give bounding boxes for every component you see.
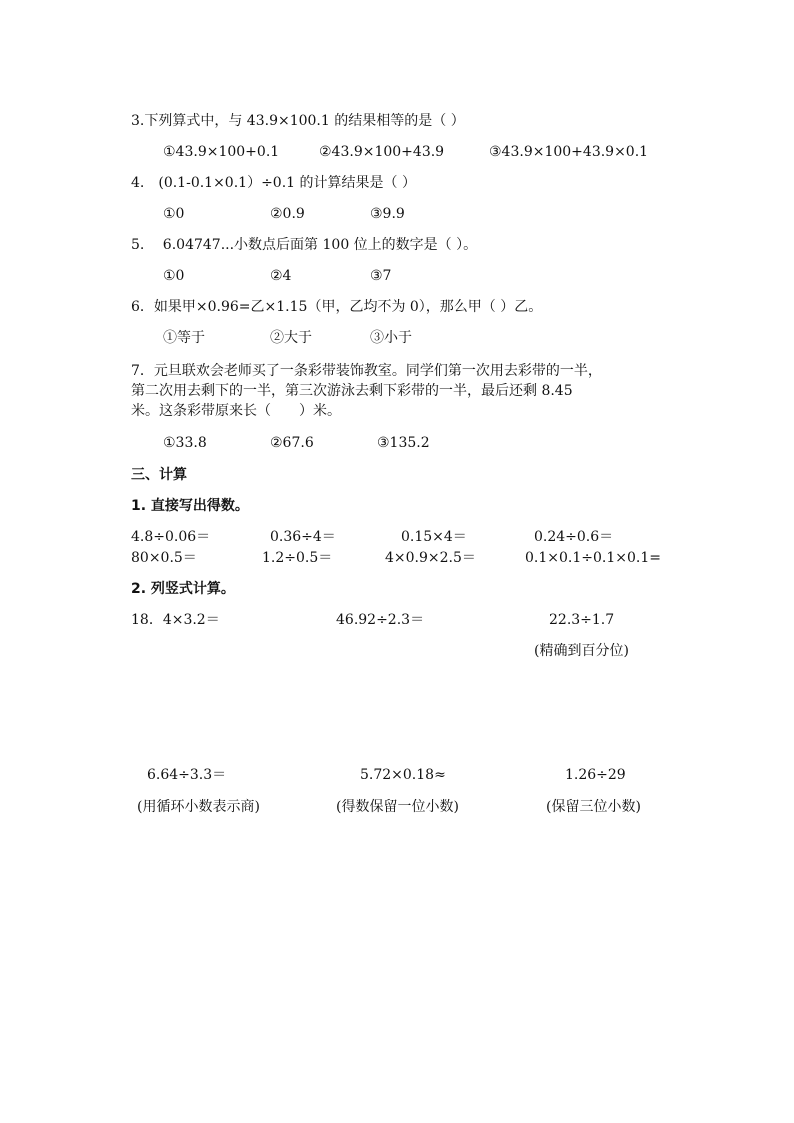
vertical-calc-1: 18．4×3.2＝ [131,612,220,628]
question-5-option-3: ③7 [370,268,392,284]
question-4-option-2: ②0.9 [270,206,305,222]
section-3-title: 三、计算 [131,467,187,483]
part-2-title: 2. 列竖式计算。 [131,581,235,597]
question-7-option-3: ③135.2 [377,435,430,451]
question-7-stem-line-3: 米。这条彩带原来长（ ）米。 [131,403,341,419]
question-6-option-1: ①等于 [163,330,205,346]
vertical-calc-3-note: (精确到百分位) [534,643,629,659]
question-7-stem-line-2: 第二次用去剩下的一半，第三次游泳去剩下彩带的一半，最后还剩 8.45 [131,383,573,399]
question-7-option-1: ①33.8 [163,435,207,451]
vertical-calc-2: 46.92÷2.3＝ [336,612,425,628]
mental-calc-3: 0.15×4＝ [401,529,467,545]
vertical-calc-4-note: (用循环小数表示商) [137,799,260,815]
part-1-title: 1. 直接写出得数。 [131,498,249,514]
question-7-stem-line-1: 7．元旦联欢会老师买了一条彩带装饰教室。同学们第一次用去彩带的一半， [131,363,602,379]
question-4-stem: 4. (0.1-0.1×0.1）÷0.1 的计算结果是（ ） [131,175,416,191]
question-5-option-2: ②4 [270,268,292,284]
question-3-option-2: ②43.9×100+43.9 [319,144,445,160]
vertical-calc-5-note: (得数保留一位小数) [336,799,459,815]
mental-calc-8: 0.1×0.1÷0.1×0.1= [525,550,661,566]
question-3-stem: 3.下列算式中，与 43.9×100.1 的结果相等的是（ ） [131,113,465,129]
vertical-calc-6-note: (保留三位小数) [546,799,641,815]
mental-calc-1: 4.8÷0.06＝ [131,529,211,545]
mental-calc-6: 1.2÷0.5＝ [262,550,333,566]
question-4-option-1: ①0 [163,206,185,222]
vertical-calc-3: 22.3÷1.7 [549,612,615,628]
mental-calc-4: 0.24÷0.6＝ [534,529,614,545]
mental-calc-2: 0.36÷4＝ [270,529,336,545]
question-5-option-1: ①0 [163,268,185,284]
question-4-option-3: ③9.9 [370,206,405,222]
question-3-option-1: ①43.9×100+0.1 [163,144,280,160]
question-6-option-3: ③小于 [370,330,412,346]
mental-calc-5: 80×0.5＝ [131,550,197,566]
question-6-option-2: ②大于 [270,330,312,346]
vertical-calc-4: 6.64÷3.3＝ [147,767,227,783]
vertical-calc-6: 1.26÷29 [565,767,626,783]
vertical-calc-5: 5.72×0.18≈ [360,767,446,783]
question-6-stem: 6．如果甲×0.96=乙×1.15（甲，乙均不为 0），那么甲（ ）乙。 [131,299,543,315]
question-5-stem: 5. 6.04747...小数点后面第 100 位上的数字是（ ）。 [131,237,478,253]
question-3-option-3: ③43.9×100+43.9×0.1 [489,144,649,160]
mental-calc-7: 4×0.9×2.5＝ [385,550,476,566]
question-7-option-2: ②67.6 [270,435,314,451]
